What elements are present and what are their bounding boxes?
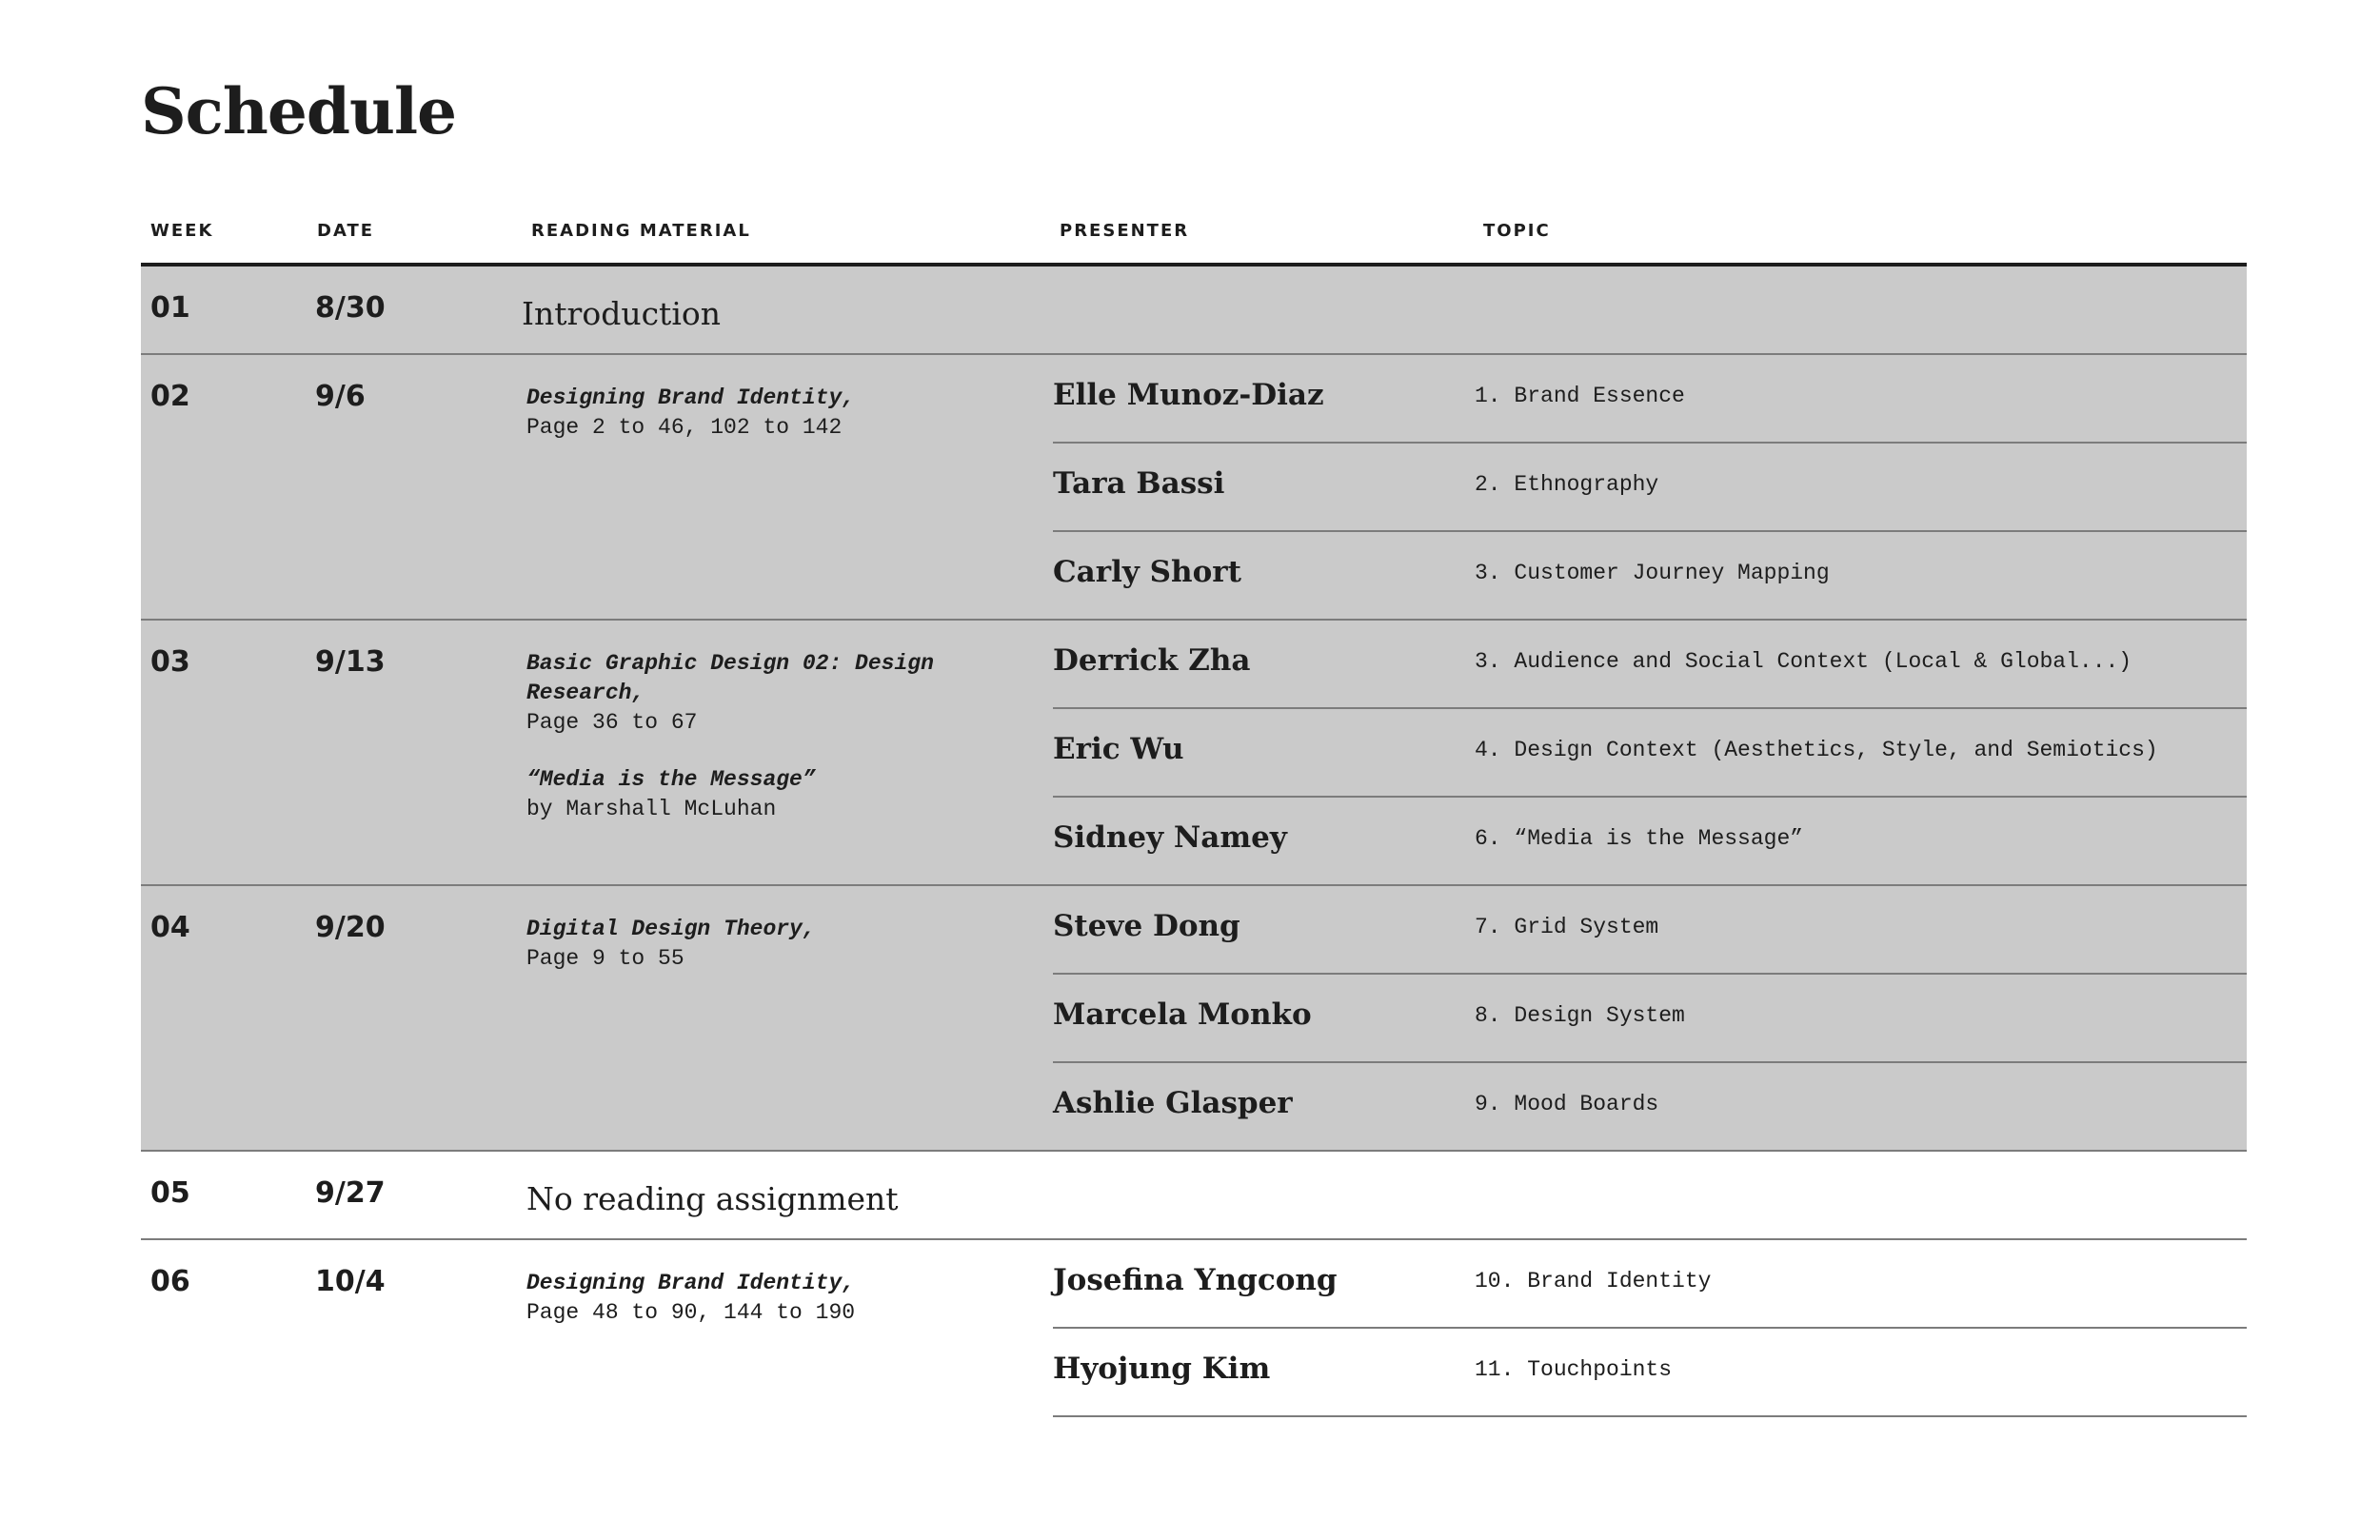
table-row: [141, 1240, 2247, 1417]
presenter-topic: 1. Brand Essence: [1475, 384, 1685, 408]
presenter-topic: 2. Ethnography: [1475, 472, 1659, 497]
presenter-row: [1053, 886, 2247, 975]
presenter-row: [1053, 975, 2247, 1063]
presenter-list: [1053, 1240, 2247, 1417]
reading-title: “Media is the Message”: [526, 767, 816, 792]
reading-item: [526, 1269, 1021, 1328]
presenter-topic: 4. Design Context (Aesthetics, Style, and Semiotics): [1475, 738, 2158, 762]
presenter-name: Tara Bassi: [1053, 466, 1225, 501]
week-date: 9/6: [315, 380, 366, 413]
presenter-row: [1053, 532, 2247, 619]
page-title: Schedule: [141, 74, 457, 148]
reading-pages: Page 2 to 46, 102 to 142: [526, 415, 843, 440]
presenter-row: [1053, 444, 2247, 532]
presenter-topic: 9. Mood Boards: [1475, 1092, 1659, 1116]
week-date: 9/27: [315, 1176, 386, 1210]
presenter-row: [1053, 621, 2247, 709]
reading-pages: Page 48 to 90, 144 to 190: [526, 1300, 856, 1325]
reading-title: Digital Design Theory,: [526, 917, 816, 941]
presenter-topic: 6. “Media is the Message”: [1475, 826, 1804, 851]
presenter-name: Derrick Zha: [1053, 643, 1251, 678]
week-number: 01: [150, 291, 190, 325]
presenter-topic: 7. Grid System: [1475, 915, 1659, 939]
week-number: 03: [150, 645, 190, 679]
presenter-row: [1053, 798, 2247, 884]
header-date: DATE: [317, 221, 375, 241]
week-number: 06: [150, 1265, 190, 1298]
week-number: 05: [150, 1176, 190, 1210]
presenter-topic: 3. Customer Journey Mapping: [1475, 561, 1830, 585]
week-date: 10/4: [315, 1265, 386, 1298]
header-week: WEEK: [150, 221, 214, 241]
week-number: 02: [150, 380, 190, 413]
reading-material: [526, 915, 1021, 1001]
reading-item: [526, 915, 1021, 974]
week-note: Introduction: [522, 295, 721, 332]
presenter-topic: 3. Audience and Social Context (Local & Global...): [1475, 649, 2132, 674]
presenter-name: Elle Munoz-Diaz: [1053, 378, 1324, 412]
presenter-name: Sidney Namey: [1053, 820, 1287, 855]
presenter-row: [1053, 1329, 2247, 1417]
week-date: 9/13: [315, 645, 386, 679]
reading-pages: Page 36 to 67: [526, 710, 698, 735]
reading-title: Designing Brand Identity,: [526, 1271, 856, 1295]
reading-title: Basic Graphic Design 02: Design Research,: [526, 651, 934, 705]
presenter-topic: 11. Touchpoints: [1475, 1357, 1673, 1382]
week-note: No reading assignment: [526, 1180, 899, 1217]
presenter-name: Steve Dong: [1053, 909, 1240, 943]
reading-material: [526, 1269, 1021, 1355]
header-reading-material: READING MATERIAL: [531, 221, 751, 241]
week-date: 9/20: [315, 911, 386, 944]
week-date: 8/30: [315, 291, 386, 325]
presenter-row: [1053, 709, 2247, 798]
presenter-name: Marcela Monko: [1053, 997, 1312, 1032]
reading-item: [526, 649, 1021, 738]
presenter-list: [1053, 355, 2247, 619]
header-presenter: PRESENTER: [1060, 221, 1190, 241]
reading-title: Designing Brand Identity,: [526, 385, 856, 410]
reading-item: [526, 765, 1021, 824]
presenter-list: [1053, 886, 2247, 1150]
presenter-row: [1053, 355, 2247, 444]
reading-item: [526, 384, 1021, 443]
table-row: [141, 267, 2247, 355]
presenter-row: [1053, 1063, 2247, 1150]
reading-material: [526, 384, 1021, 470]
week-number: 04: [150, 911, 190, 944]
reading-author: by Marshall McLuhan: [526, 797, 777, 821]
presenter-topic: 10. Brand Identity: [1475, 1269, 1712, 1293]
table-header-row: [141, 213, 2247, 267]
presenter-row: [1053, 1240, 2247, 1329]
presenter-list: [1053, 621, 2247, 884]
reading-pages: Page 9 to 55: [526, 946, 684, 971]
presenter-name: Eric Wu: [1053, 732, 1184, 766]
presenter-name: Carly Short: [1053, 555, 1241, 589]
table-row: [141, 1152, 2247, 1240]
presenter-name: Ashlie Glasper: [1053, 1086, 1293, 1120]
table-row: [141, 621, 2247, 886]
reading-material: [526, 649, 1021, 852]
header-topic: TOPIC: [1483, 221, 1551, 241]
presenter-topic: 8. Design System: [1475, 1003, 1685, 1028]
presenter-name: Hyojung Kim: [1053, 1352, 1271, 1386]
presenter-name: Josefina Yngcong: [1053, 1263, 1338, 1297]
table-row: [141, 886, 2247, 1152]
table-row: [141, 355, 2247, 621]
schedule-table: [141, 213, 2247, 1417]
